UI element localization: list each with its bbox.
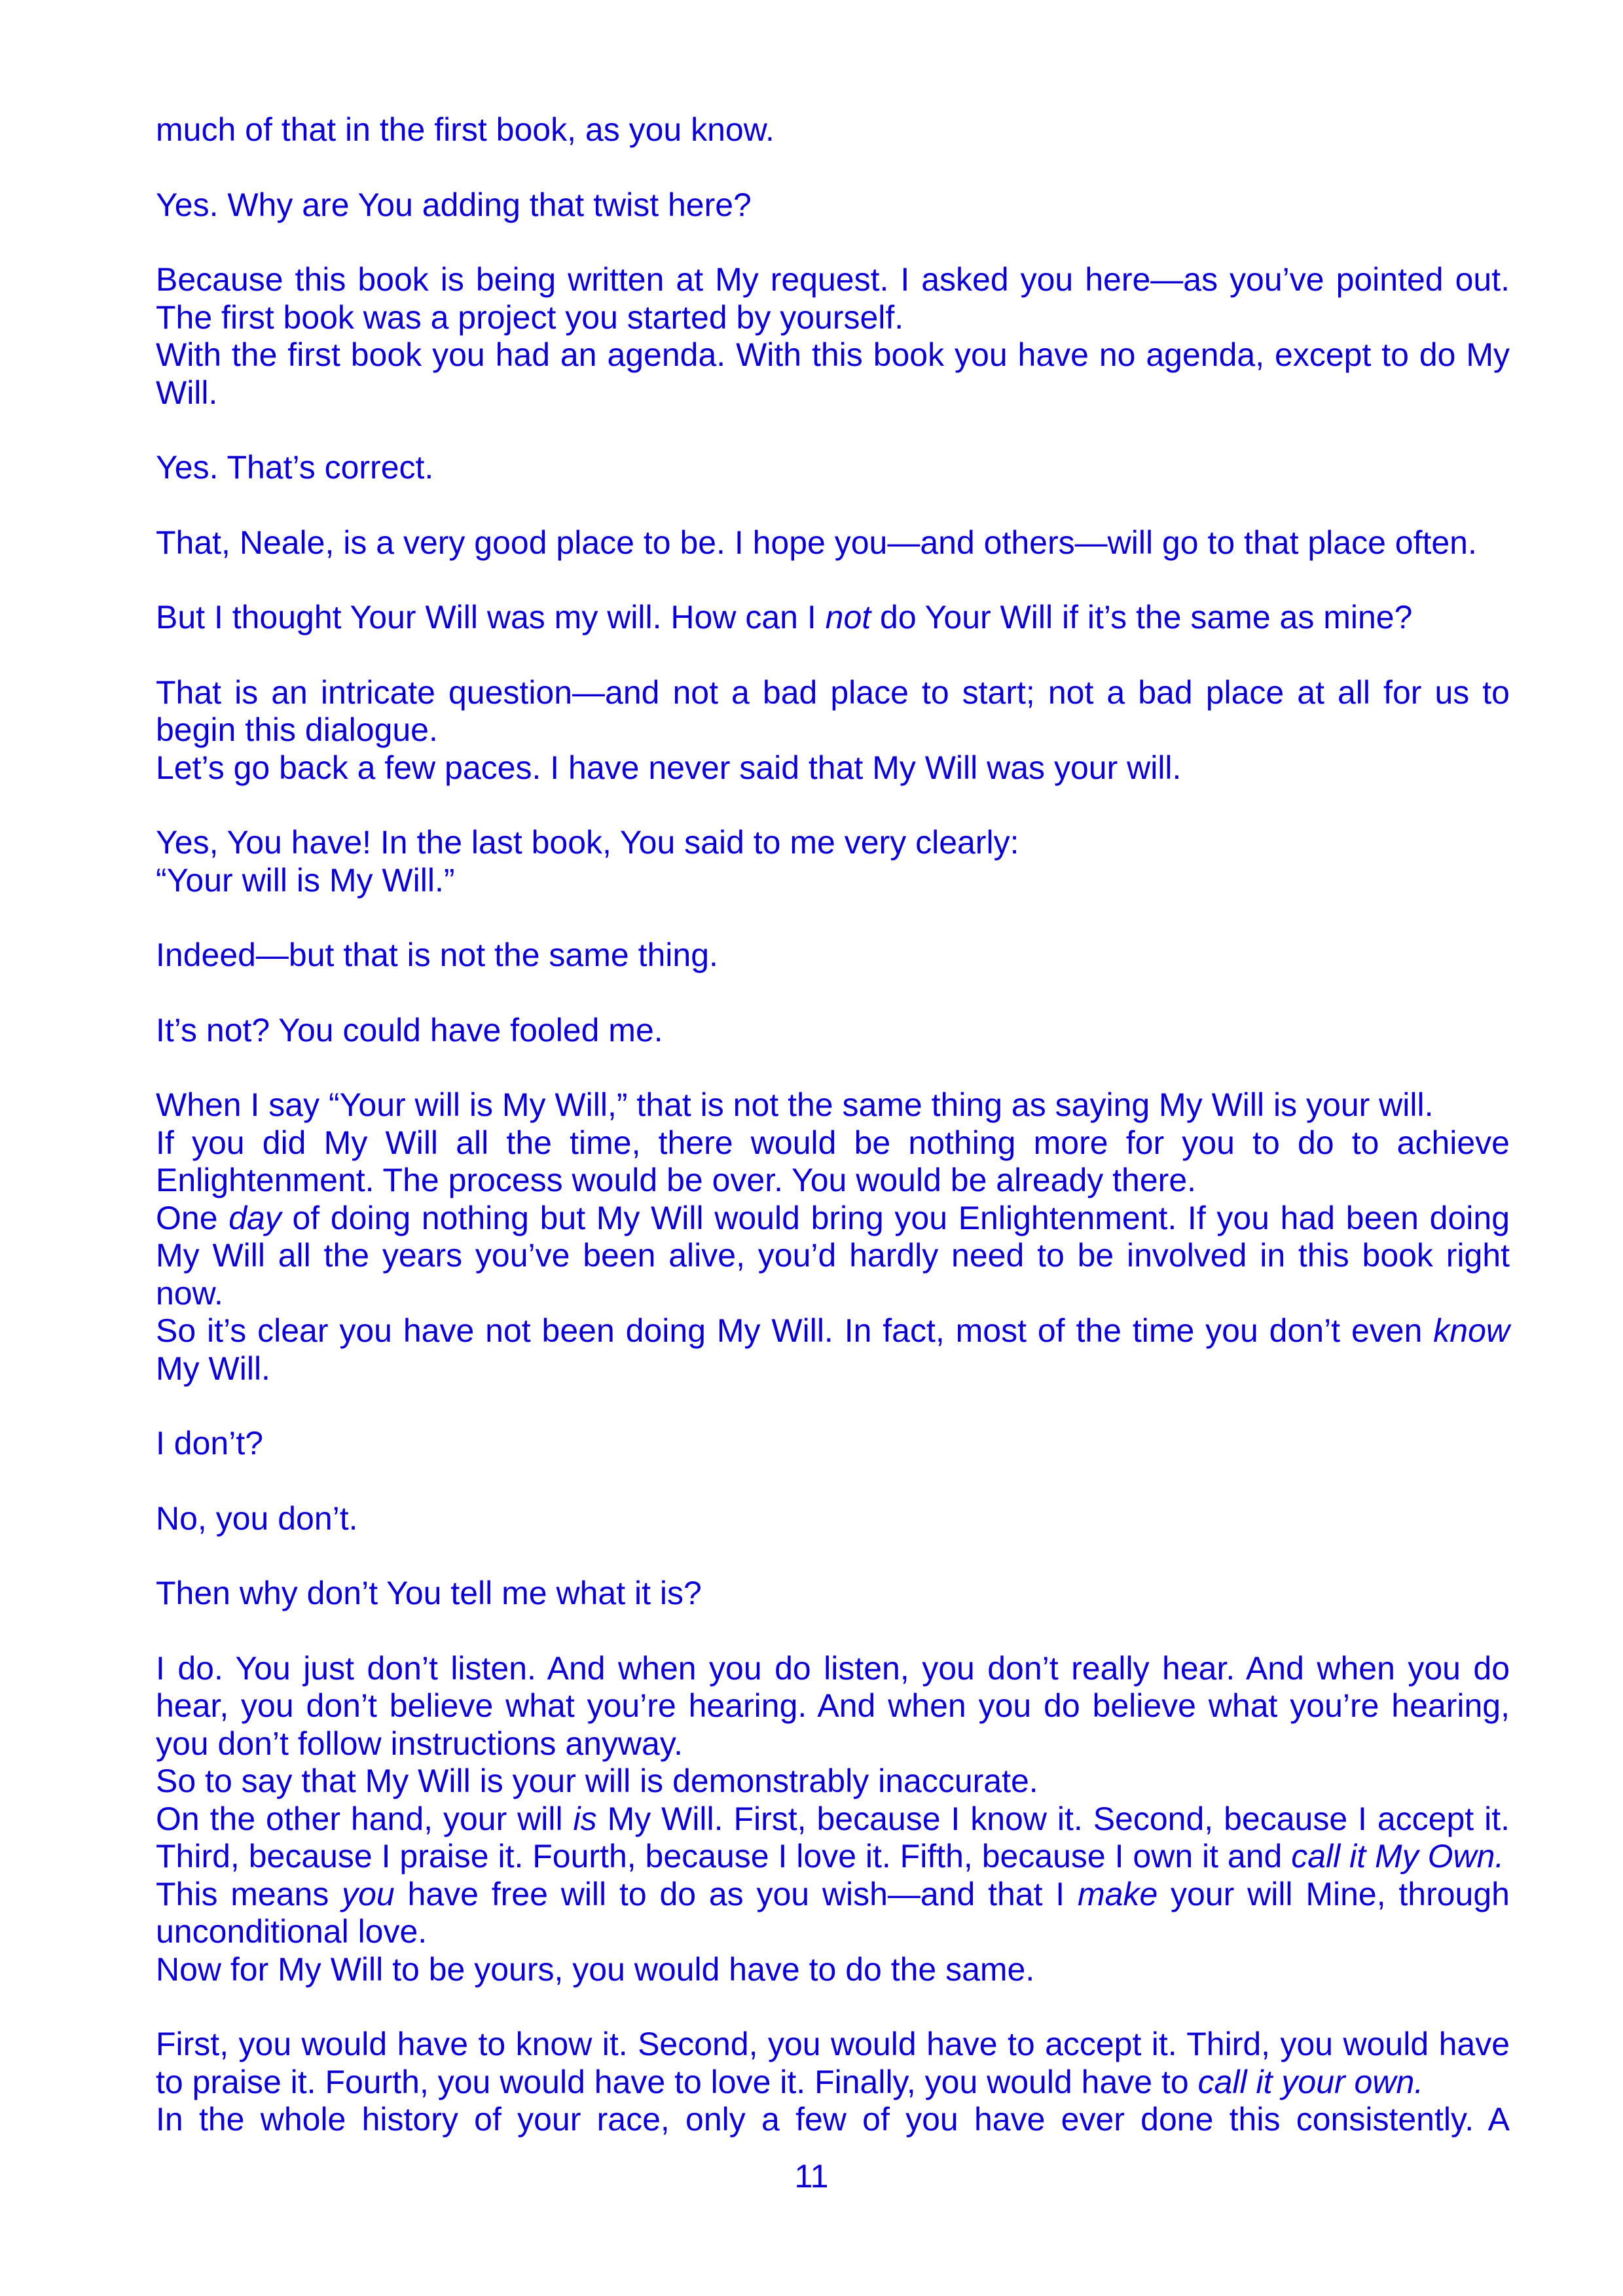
text-line: I do. You just don’t listen. And when you do listen, you don’t really hear. And when you do hear, you don’t believe what you’re hearing. And when you do believe what you’re hearing, you don’t follow instructions anyway. — [156, 1649, 1510, 1762]
text-line: Because this book is being written at My request. I asked you here—as you’ve pointed out. — [156, 261, 1510, 298]
text-line — [156, 1312, 1510, 1388]
emphasis-text: day — [228, 1199, 282, 1236]
page-number: 11 — [794, 2158, 829, 2195]
paragraph — [156, 261, 1510, 412]
text-segment: your will Mine, through unconditional love. — [156, 1875, 1510, 1950]
text-line: With the first book you had an agenda. With this book you have no agenda, except to do My Will. — [156, 336, 1510, 411]
emphasis-text: is — [573, 1800, 597, 1837]
text-line: That, Neale, is a very good place to be. I hope you—and others—will go to that place often. — [156, 524, 1477, 561]
text-line: Indeed—but that is not the same thing. — [156, 937, 718, 973]
emphasis-text: call it My Own. — [1291, 1838, 1504, 1874]
text-segment: This means — [156, 1875, 342, 1912]
text-line: That is an intricate question—and not a bad place to start; not a bad place at all for us to begin this dialogue. — [156, 673, 1510, 748]
emphasis-text: make — [1077, 1875, 1158, 1912]
paragraph — [156, 2026, 1510, 2139]
text-line — [156, 2026, 1510, 2101]
paragraph — [156, 674, 1510, 787]
text-line: In the whole history of your race, only a few of you have ever done this consistently. A — [156, 2101, 1510, 2138]
emphasis-text: not — [825, 599, 871, 636]
text-line: Now for My Will to be yours, you would have to do the same. — [156, 1950, 1035, 1988]
paragraph — [156, 1012, 1510, 1050]
paragraph — [156, 824, 1510, 899]
paragraph — [156, 111, 1510, 149]
paragraph — [156, 1650, 1510, 1989]
text-line: If you did My Will all the time, there would be nothing more for you to do to achieve Enlightenment. The process would be over. You would be already there. — [156, 1124, 1510, 1198]
text-line: Then why don’t You tell me what it is? — [156, 1575, 702, 1611]
text-line: When I say “Your will is My Will,” that is not the same thing as saying My Will is your will. — [156, 1086, 1434, 1123]
text-line — [156, 1801, 1510, 1876]
document-page — [156, 111, 1510, 2139]
text-line: It’s not? You could have fooled me. — [156, 1011, 663, 1049]
paragraph — [156, 937, 1510, 975]
text-segment: of doing nothing but My Will would bring you Enlightenment. If you had been doing My Will all the years you’ve been alive, you’d hardly need to be involved in this book right now. — [156, 1199, 1510, 1312]
text-segment: do Your Will if it’s the same as mine? — [871, 599, 1413, 636]
paragraph — [156, 599, 1510, 637]
text-line: Yes. That’s correct. — [156, 449, 434, 486]
text-line: The first book was a project you started by yourself. — [156, 298, 904, 336]
text-line: So to say that My Will is your will is demonstrably inaccurate. — [156, 1763, 1038, 1799]
text-line: Let’s go back a few paces. I have never said that My Will was your will. — [156, 749, 1182, 786]
text-line — [156, 1876, 1510, 1951]
text-segment: But I thought Your Will was my will. How can I — [156, 599, 826, 636]
text-line: Yes. Why are You adding that twist here? — [156, 186, 752, 223]
text-segment: have free will to do as you wish—and that I — [394, 1875, 1078, 1912]
paragraph — [156, 1425, 1510, 1463]
paragraph — [156, 1500, 1510, 1538]
emphasis-text: you — [342, 1875, 395, 1912]
text-line: Yes, You have! In the last book, You said to me very clearly: — [156, 824, 1019, 861]
text-line: No, you don’t. — [156, 1499, 358, 1537]
paragraph — [156, 449, 1510, 487]
text-segment: My Will. — [156, 1350, 270, 1387]
text-segment: My Will. First, because I know it. Second, because I accept it. Third, because I praise it. Fourth, because I love it. Fifth, because I own it and — [156, 1800, 1510, 1874]
text-segment: On the other hand, your will — [156, 1800, 574, 1837]
text-segment: One — [156, 1199, 229, 1236]
paragraph — [156, 524, 1510, 562]
text-line: much of that in the first book, as you know. — [156, 111, 775, 148]
text-segment: First, you would have to know it. Second, you would have to accept it. Third, you would have to praise it. Fourth, you would have to love it. Finally, you would have to — [156, 2026, 1510, 2100]
text-segment: So it’s clear you have not been doing My Will. In fact, most of the time you don’t even — [156, 1312, 1434, 1349]
emphasis-text: know — [1433, 1312, 1510, 1349]
paragraph — [156, 1086, 1510, 1388]
text-line: I don’t? — [156, 1425, 264, 1462]
text-line — [156, 1200, 1510, 1313]
paragraph — [156, 187, 1510, 224]
text-line: “Your will is My Will.” — [156, 861, 455, 899]
paragraph — [156, 1575, 1510, 1613]
emphasis-text: call it your own. — [1197, 2063, 1424, 2100]
